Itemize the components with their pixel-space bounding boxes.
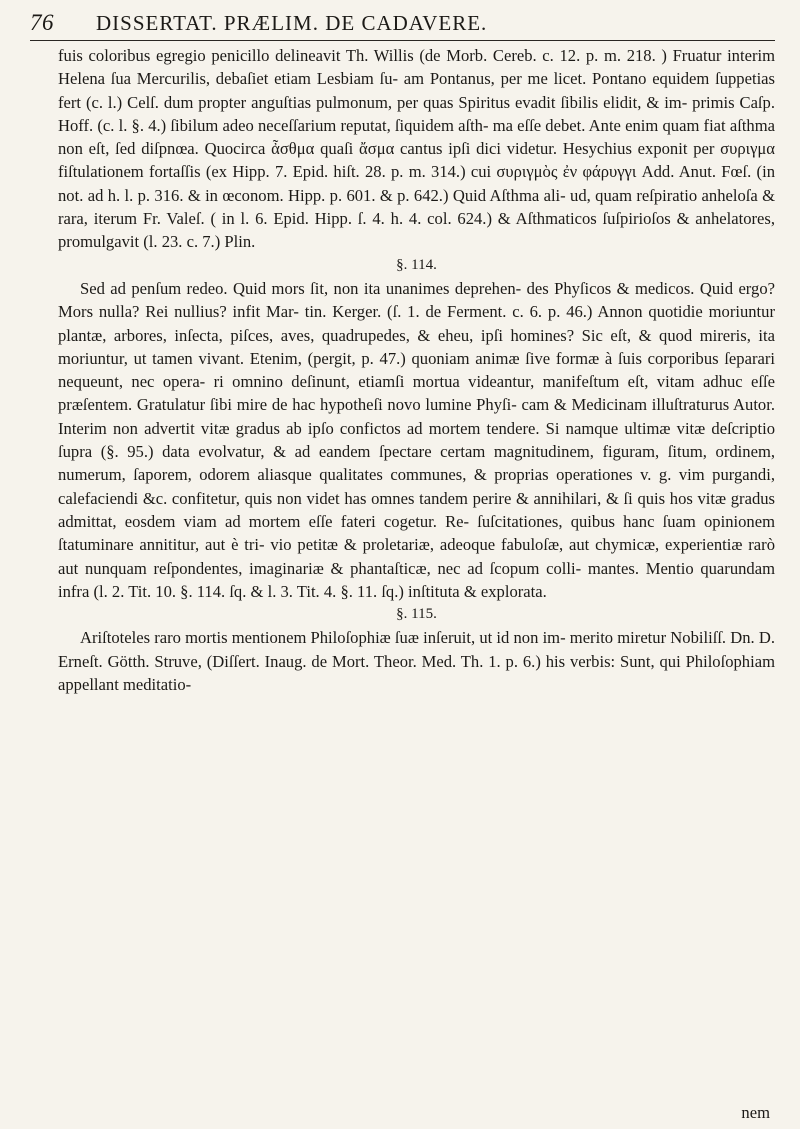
paragraph-aristoteles: Ariſtoteles raro mortis mentionem Philoſophiæ ſuæ inſeruit, ut id non im- merito miretur Nobiliſſ. Dn. D. Erneſt. Götth. Struve, (Diſſert. Inaug. de Mort. Theor. Med. Th. 1. p. 6.) his verbis: Sunt, qui Philoſophiam appellant meditatio- [58,628,775,695]
running-title: DISSERTAT. PRÆLIM. DE CADAVERE. [96,11,488,35]
page-number: 76 [30,10,54,35]
page-header [30,10,775,41]
page-body [58,44,775,696]
catchword: nem [741,1103,770,1122]
paragraph-mors: Sed ad penſum redeo. Quid mors ſit, non ita unanimes deprehen- des Phyſicos & medicos. Quid ergo? Mors nulla? Rei nullius? infit Mar- tin. Kerger. (ſ. 1. de Ferment. c. 6. p. 46.) Annon quotidie moriuntur plantæ, arbores, inſecta, piſces, aves, quadrupedes, & eheu, ipſi homines? Sic eſt, & quod mireris, ita moriuntur, ut tamen vivant. Etenim, (pergit, p. 47.) quoniam animæ ſive formæ à ſuis corporibus ſeparari nequeunt, nec opera- ri omnino deſinunt, etiamſi mortua videantur, manifeſtum eſt, vitam adhuc eſſe præſentem. Gratulatur ſibi mire de hac hypotheſi novo lumine Phyſi- cam & Medicinam illuſtraturus Autor. Interim non advertit vitæ gradus ab ipſo confictos ad mortem tendere. Si namque ultimæ vitæ deſcriptio ſupra (§. 95.) data evolvatur, & ad eandem ſpectare certam magnitudinem, figuram, ſitum, ordinem, numerum, ſaporem, odorem aliasque qualitates communes, & proprias operationes v. g. vim purgandi, calefaciendi &c. confitetur, quis non videt has omnes tandem perire & annihilari, & ſi quis hos vitæ gradus admittat, eosdem viam ad mortem eſſe fateri cogetur. Re- ſuſcitationes, quibus hanc ſuam opinionem ſtatuminare annititur, aut è tri- vio petitæ & proletariæ, adeoque fabuloſæ, aut chymicæ, experientiæ rarò aut nunquam reſpondentes, imaginariæ & phantaſticæ, nec ad ſcopum colli- mantes. Mentio quarundam infra (l. 2. Tit. 10. §. 114. ſq. & l. 3. Tit. 4. §. 11. ſq.) inſtituta & explorata. [58,278,775,601]
section-number-115: §. 115. [396,606,437,623]
section-number-114: §. 114. [396,256,437,273]
paragraph-willis: fuis coloribus egregio penicillo delineavit Th. Willis (de Morb. Cereb. c. 12. p. m. 218. ) Fruatur interim Helena ſua Mercurilis, debaſiet etiam Lesbiam ſu- am Pontanus, per me licet. Pontano equidem ſuppetias fert (c. l.) Celſ. dum propter anguſtias pulmonum, per quas Spiritus evadit ſibilis elidit, & im- primis Caſp. Hoff. (c. l. §. 4.) ſibilum adeo neceſſarium reputat, ſiquidem aſth- ma eſſe debet. Ante enim quam fiat aſthma non eſt, ſed diſpnœa. Quocirca ἆσθμα quaſi ἄσμα cantus ipſi dici videtur. Hesychius exponit per συριγμα fiſtulationem fortaſſis (ex Hipp. 7. Epid. hiſt. 28. p. m. 314.) cui συριγμὸς ἐν φάρυγγι Add. Anut. Fœſ. (in not. ad h. l. p. 316. & in œconom. Hipp. p. 601. & p. 642.) Quid Aſthma ali- ud, quam reſpiratio anheloſa & rara, iterum Fr. Valeſ. ( in l. 6. Epid. Hipp. ſ. 4. h. 4. col. 624.) & Aſthmaticos ſuſpirioſos & anhelatores, promulgavit (l. 23. c. 7.) Plin. [58,46,775,252]
